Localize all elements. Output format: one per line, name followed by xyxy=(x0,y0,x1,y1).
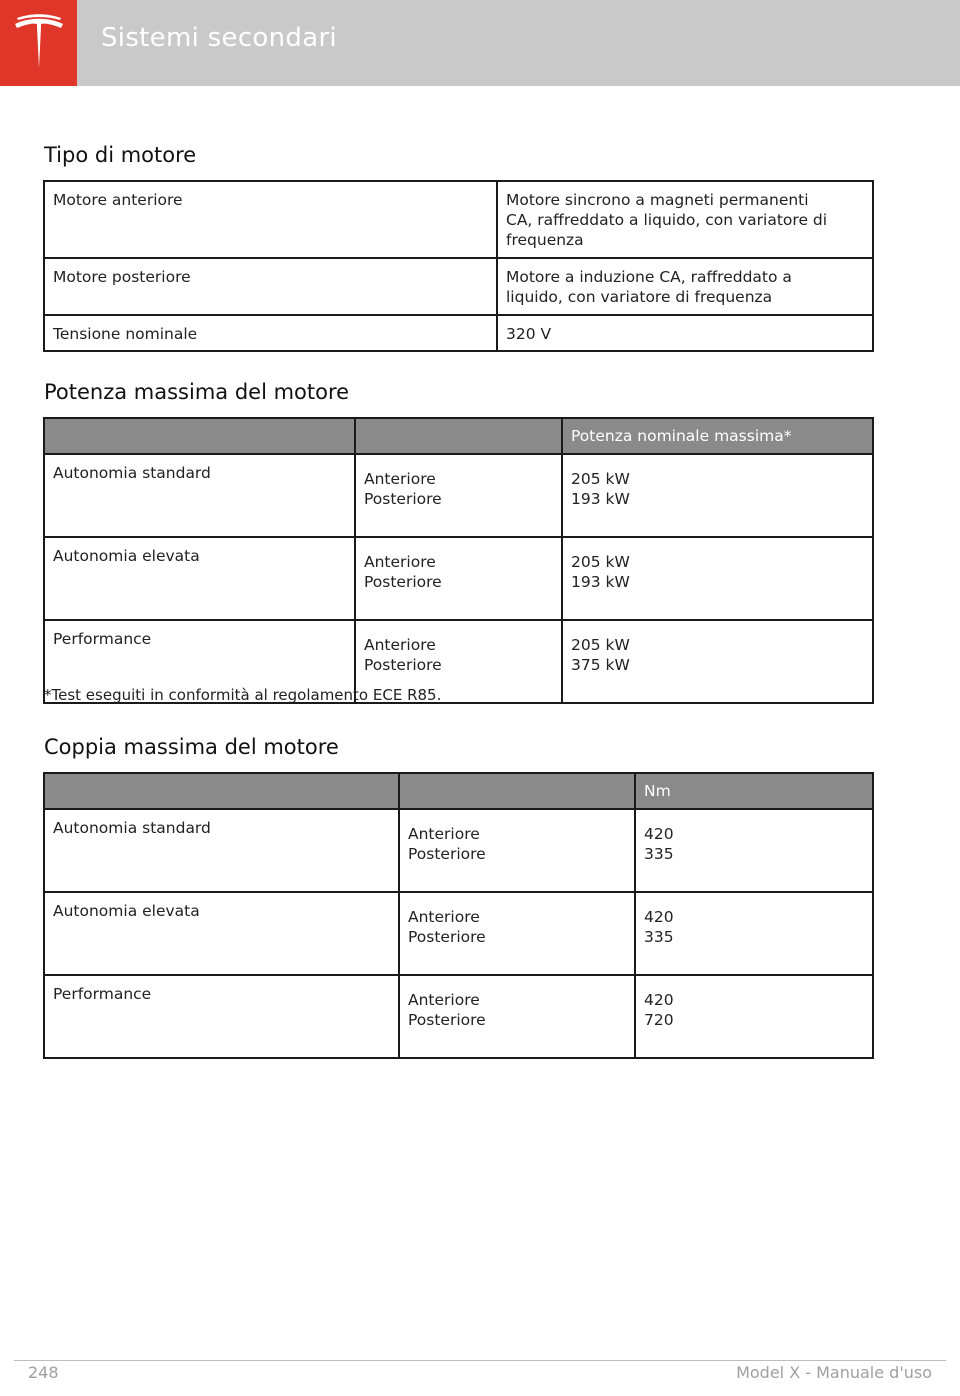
max-torque-heading: Coppia massima del motore xyxy=(44,735,339,759)
max-torque-table xyxy=(43,772,874,1059)
motor-cell: Anteriore Posteriore xyxy=(355,454,562,537)
table-row xyxy=(44,181,873,258)
header-cell: Potenza nominale massima* xyxy=(562,418,873,454)
version-cell: Autonomia standard xyxy=(44,809,399,892)
header-cell xyxy=(399,773,635,809)
power-footnote: *Test eseguiti in conformità al regolamento ECE R85. xyxy=(44,686,442,704)
table-row xyxy=(44,975,873,1058)
page-number: 248 xyxy=(28,1363,59,1382)
version-cell: Autonomia elevata xyxy=(44,892,399,975)
row-value: Motore a induzione CA, raffreddato a liquido, con variatore di frequenza xyxy=(497,258,873,315)
motor-type-table xyxy=(43,180,874,352)
value-cell: 420 335 xyxy=(635,892,873,975)
table-row xyxy=(44,809,873,892)
section-title: Sistemi secondari xyxy=(101,23,337,53)
motor-cell: Anteriore Posteriore xyxy=(399,975,635,1058)
page-header xyxy=(0,0,960,86)
row-value: Motore sincrono a magneti permanenti CA, raffreddato a liquido, con variatore di frequenza xyxy=(497,181,873,258)
version-cell: Performance xyxy=(44,975,399,1058)
table-row xyxy=(44,892,873,975)
row-value: 320 V xyxy=(497,315,873,351)
row-label: Tensione nominale xyxy=(44,315,497,351)
row-label: Motore anteriore xyxy=(44,181,497,258)
header-cell xyxy=(44,418,355,454)
header-cell xyxy=(44,773,399,809)
motor-cell: Anteriore Posteriore xyxy=(355,620,562,703)
value-cell: 205 kW 375 kW xyxy=(562,620,873,703)
row-label: Motore posteriore xyxy=(44,258,497,315)
tesla-logo-icon xyxy=(11,14,67,74)
value-cell: 420 720 xyxy=(635,975,873,1058)
version-cell: Autonomia elevata xyxy=(44,537,355,620)
max-power-heading: Potenza massima del motore xyxy=(44,380,350,404)
table-header-row xyxy=(44,418,873,454)
brand-logo-box xyxy=(0,0,77,86)
footer-divider xyxy=(14,1360,946,1361)
manual-title: Model X - Manuale d'uso xyxy=(736,1363,932,1382)
table-row xyxy=(44,537,873,620)
motor-cell: Anteriore Posteriore xyxy=(399,892,635,975)
table-header-row xyxy=(44,773,873,809)
table-row xyxy=(44,315,873,351)
header-cell: Nm xyxy=(635,773,873,809)
value-cell: 420 335 xyxy=(635,809,873,892)
version-cell: Performance xyxy=(44,620,355,703)
table-row xyxy=(44,454,873,537)
motor-cell: Anteriore Posteriore xyxy=(399,809,635,892)
header-cell xyxy=(355,418,562,454)
value-cell: 205 kW 193 kW xyxy=(562,454,873,537)
max-power-table xyxy=(43,417,874,704)
table-row xyxy=(44,258,873,315)
version-cell: Autonomia standard xyxy=(44,454,355,537)
motor-cell: Anteriore Posteriore xyxy=(355,537,562,620)
value-cell: 205 kW 193 kW xyxy=(562,537,873,620)
motor-type-heading: Tipo di motore xyxy=(44,143,197,167)
